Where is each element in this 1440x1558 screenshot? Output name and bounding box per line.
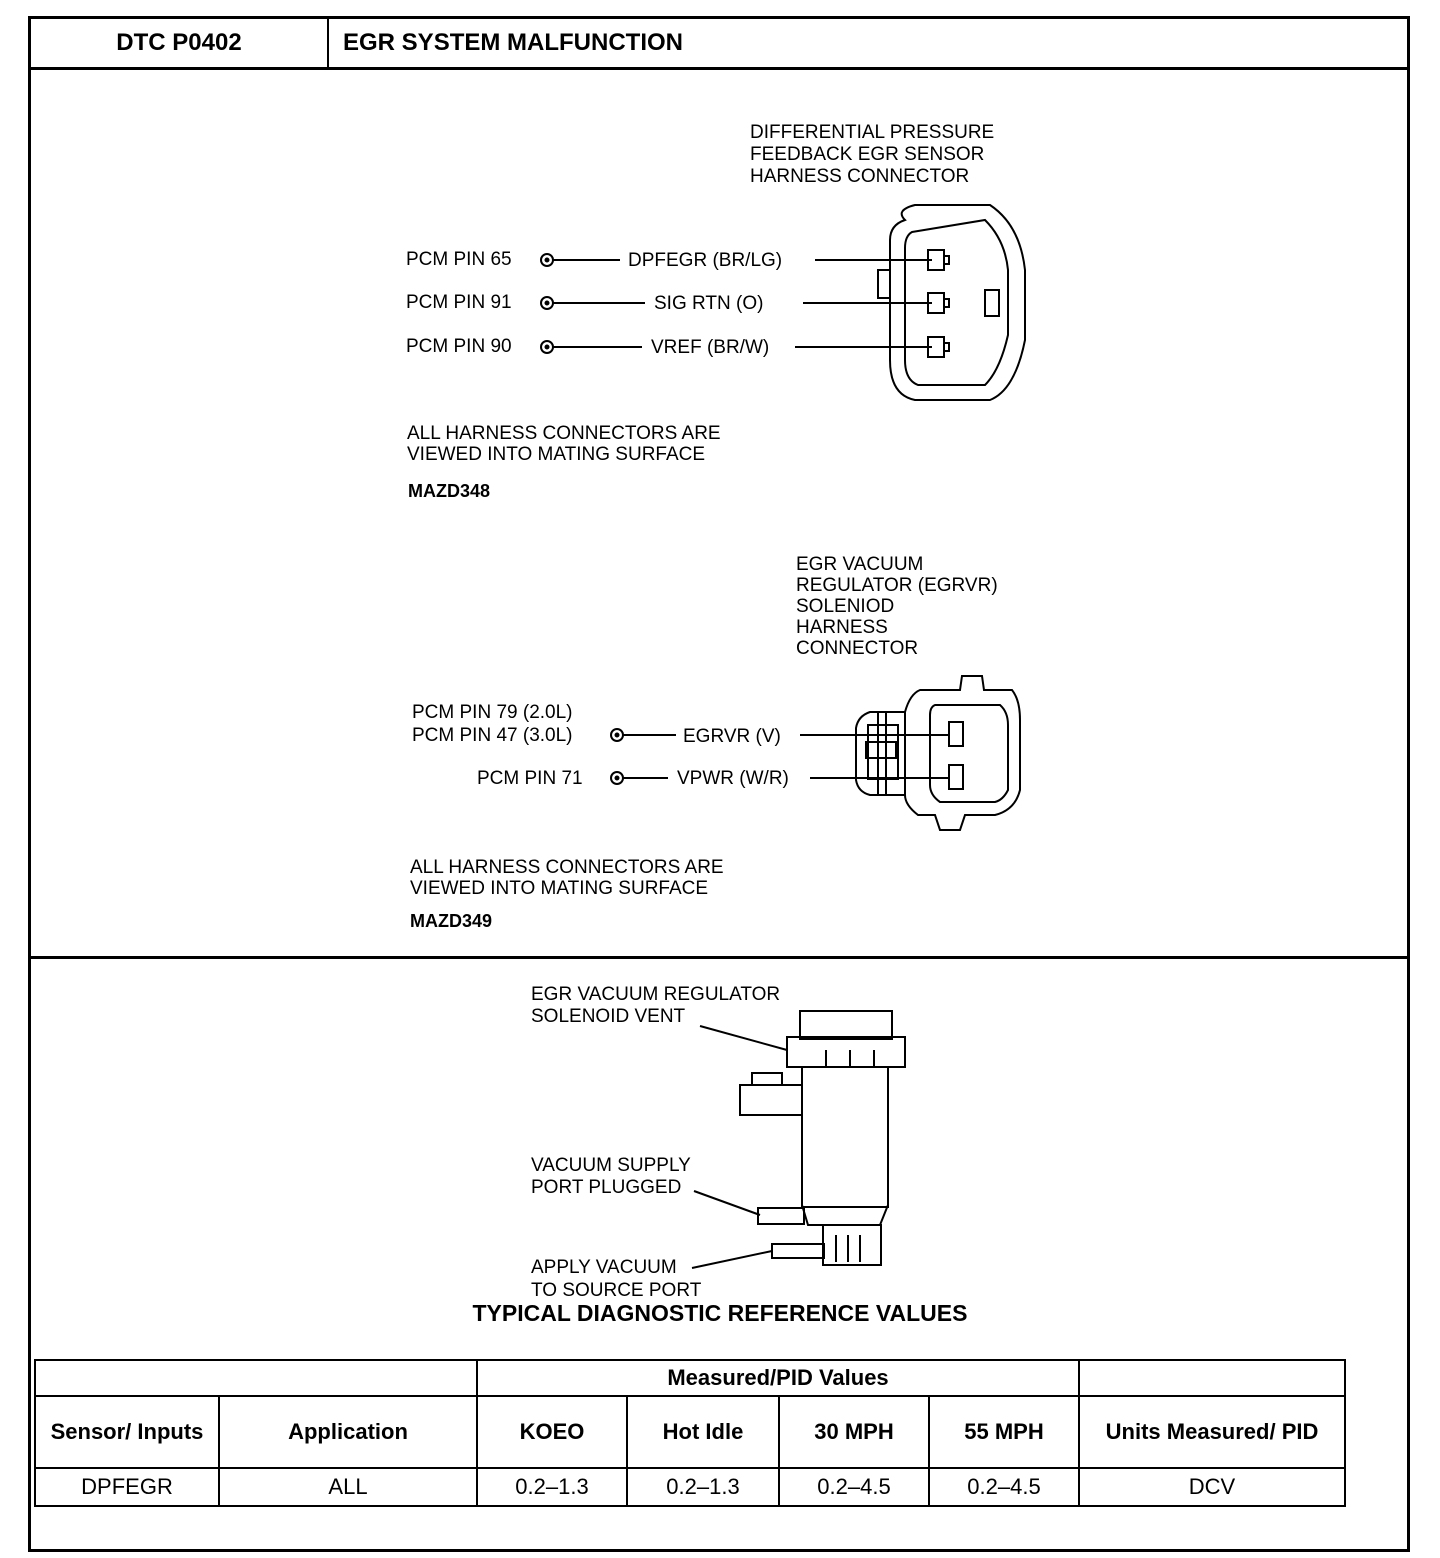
connector1-pin-65-signal: DPFEGR (BR/LG) [628,250,783,271]
reference-values-title: TYPICAL DIAGNOSTIC REFERENCE VALUES [472,1300,968,1326]
table-header-application: Application [219,1396,477,1468]
reference-values-table [34,1359,1346,1507]
table-blank-header [35,1360,477,1396]
connector2-title-line-5: CONNECTOR [796,638,919,659]
table-header-30mph: 30 MPH [779,1396,929,1468]
connector1-pin-90-label: PCM PIN 90 [406,336,512,357]
connector2-body [856,676,1020,830]
connector1-note-line-2: VIEWED INTO MATING SURFACE [407,444,706,465]
connector2-pin-79-label: PCM PIN 79 (2.0L) [412,702,573,723]
solenoid-illustration [692,1011,905,1268]
cell-hot-idle: 0.2–1.3 [627,1468,779,1506]
connector1-title-line-2: FEEDBACK EGR SENSOR [750,144,985,165]
table-header-koeo: KOEO [477,1396,627,1468]
connector2-vpwr-signal: VPWR (W/R) [677,768,789,789]
cell-units: DCV [1079,1468,1345,1506]
solenoid-vent-label-line-1: EGR VACUUM REGULATOR [531,984,781,1005]
table-group-header: Measured/PID Values [477,1360,1079,1396]
connector2-figure-code: MAZD349 [410,911,493,931]
connector2-pin-71-label: PCM PIN 71 [477,768,583,789]
connector1-pin-91-signal: SIG RTN (O) [654,293,764,314]
table-header-hot-idle: Hot Idle [627,1396,779,1468]
connector1-title-line-1: DIFFERENTIAL PRESSURE [750,122,995,143]
solenoid-vent-label-line-2: SOLENOID VENT [531,1006,686,1027]
table-header-sensor: Sensor/ Inputs [35,1396,219,1468]
dtc-title: EGR SYSTEM MALFUNCTION [343,29,683,56]
supply-port-label-line-1: VACUUM SUPPLY [531,1155,691,1176]
cell-30mph: 0.2–4.5 [779,1468,929,1506]
cell-koeo: 0.2–1.3 [477,1468,627,1506]
dtc-code: DTC P0402 [31,19,329,67]
apply-vacuum-label-line-1: APPLY VACUUM [531,1257,677,1278]
connector1-pin-90-signal: VREF (BR/W) [651,337,770,358]
connector1-figure-code: MAZD348 [408,481,491,501]
table-header-units: Units Measured/ PID [1079,1396,1345,1468]
supply-port-label-line-2: PORT PLUGGED [531,1177,682,1198]
connector2-title-line-3: SOLENIOD [796,596,895,617]
connector1-title-line-3: HARNESS CONNECTOR [750,166,970,187]
connector1-pin-91-label: PCM PIN 91 [406,292,512,313]
connector2-title-line-2: REGULATOR (EGRVR) [796,575,998,596]
connector1-pin-65-label: PCM PIN 65 [406,249,512,270]
connector1-note-line-1: ALL HARNESS CONNECTORS ARE [407,423,721,444]
connector2-title-line-4: HARNESS [796,617,888,638]
connector2-note-line-2: VIEWED INTO MATING SURFACE [410,878,709,899]
connector2-egrvr-signal: EGRVR (V) [683,726,781,747]
cell-55mph: 0.2–4.5 [929,1468,1079,1506]
table-header-55mph: 55 MPH [929,1396,1079,1468]
connector2-note-line-1: ALL HARNESS CONNECTORS ARE [410,857,724,878]
apply-vacuum-label-line-2: TO SOURCE PORT [531,1280,702,1301]
connector2-pin-47-label: PCM PIN 47 (3.0L) [412,725,573,746]
table-blank-header-right [1079,1360,1345,1396]
table-row [35,1468,1345,1506]
cell-sensor: DPFEGR [35,1468,219,1506]
cell-application: ALL [219,1468,477,1506]
connector2-title-line-1: EGR VACUUM [796,554,924,575]
